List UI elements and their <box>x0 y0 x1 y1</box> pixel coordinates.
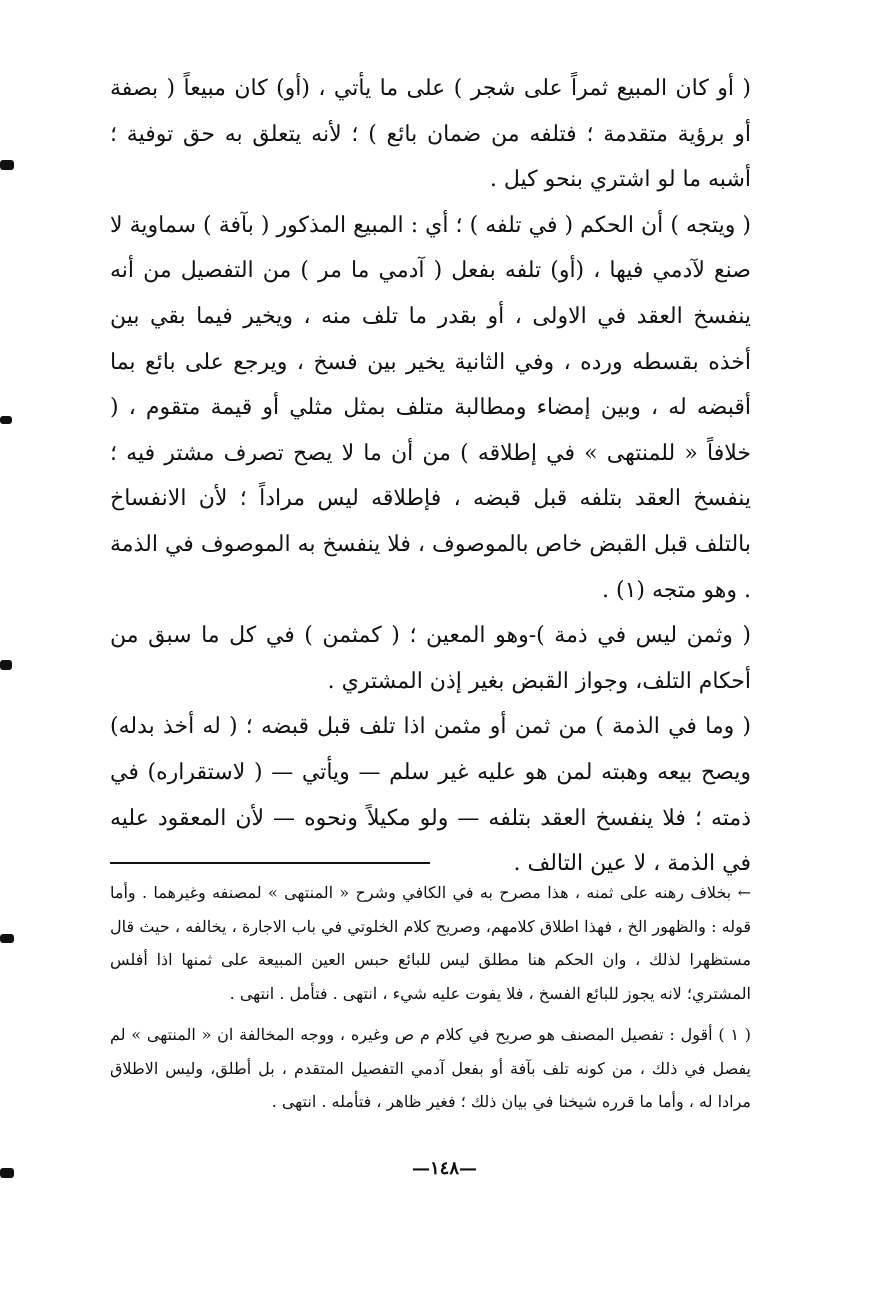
paragraph: ( أو كان المبيع ثمراً على شجر ) على ما يأتي ، (أو) كان مبيعاً ( بصفة أو برؤية متقدمة ؛ فتلفه من ضمان بائع ) ؛ لأنه يتعلق به حق توفية ؛ أشبه ما لو اشتري بنحو كيل . <box>110 76 751 193</box>
paragraph: ( ويتجه ) أن الحكم ( في تلفه ) ؛ أي : المبيع المذكور ( بآفة ) سماوية لا صنع لآدمي فيها ، (أو) تلفه بفعل ( آدمي ما مر ) من التفصيل من أنه ينفسخ العقد في الاولى ، أو بقدر ما تلف منه ، ويخير فيما بقي بين أخذه بقسطه ورده ، وفي الثانية يخير بين فسخ ، ويرجع على بائع بما أقبضه له ، وبين إمضاء ومطالبة متلف بمثل مثلي أو قيمة متقوم ، ( خلافاً « للمنتهى » في إطلاقه ) من أن ما لا يصح تصرف مشتر فيه ؛ ينفسخ العقد بتلفه قبل قبضه ، فإطلاقه ليس مراداً ؛ لأن الانفساخ بالتلف قبل القبض خاص بالموصوف ، فلا ينفسخ به الموصوف في الذمة . وهو متجه (١) . <box>110 212 751 603</box>
margin-mark <box>0 934 14 943</box>
paragraph: ( وثمن ليس في ذمة )-وهو المعين ؛ ( كمثمن ) في كل ما سبق من أحكام التلف، وجواز القبض بغير إذن المشتري . <box>110 623 751 694</box>
main-text <box>110 66 751 887</box>
page-number: —١٤٨— <box>411 1158 477 1179</box>
footnote: ← بخلاف رهنه على ثمنه ، هذا مصرح به في الكافي وشرح « المنتهى » لمصنفه وغيرهما . وأما قوله : والظهور الخ ، فهذا اطلاق كلامهم، وصريح كلام الخلوتي في باب الاجارة ، يخالفه ، حيث قال مستظهرا لذلك ، وان الحكم هنا مطلق ليس للبائع حبس العين المبيعة على ثمنها اذا أفلس المشتري؛ لانه يجوز للبائع الفسخ ، فلا يفوت عليه شيء ، انتهى . فتأمل . انتهى . <box>110 883 751 1003</box>
footnote: ( ١ ) أقول : تفصيل المصنف هو صريح في كلام م ص وغيره ، ووجه المخالفة ان « المنتهى » لم يفصل في ذلك ، من كونه تلف بآفة أو بفعل آدمي التفصيل المتقدم ، بل أطلق، وليس الاطلاق مرادا له ، وأما ما قرره شيخنا في بيان ذلك ؛ فغير ظاهر ، فتأمله . انتهى . <box>110 1025 752 1111</box>
paragraph: ( وما في الذمة ) من ثمن أو مثمن اذا تلف قبل قبضه ؛ ( له أخذ بدله) ويصح بيعه وهبته لمن هو عليه غير سلم — ويأتي — ( لاستقراره) في ذمته ؛ فلا ينفسخ العقد بتلفه — ولو مكيلاً ونحوه — لأن المعقود عليه في الذمة ، لا عين التالف . <box>110 714 751 877</box>
margin-mark <box>0 160 14 170</box>
footnotes <box>110 876 751 1119</box>
footnote-separator <box>110 862 430 864</box>
margin-mark <box>0 660 12 670</box>
margin-mark <box>0 416 12 424</box>
